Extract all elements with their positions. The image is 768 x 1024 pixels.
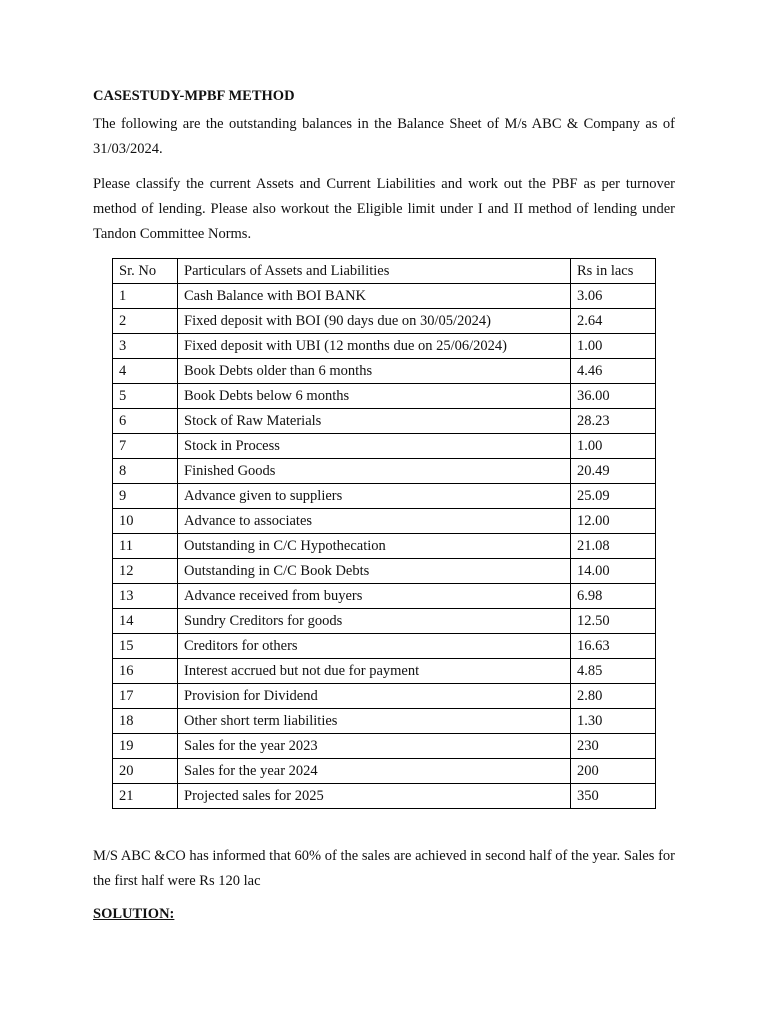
sr-no-cell: 20 <box>113 759 178 784</box>
column-header-particulars: Particulars of Assets and Liabilities <box>178 259 571 284</box>
sr-no-cell: 21 <box>113 784 178 809</box>
sr-no-cell: 4 <box>113 359 178 384</box>
amount-cell: 4.46 <box>571 359 656 384</box>
sr-no-cell: 14 <box>113 609 178 634</box>
sr-no-cell: 9 <box>113 484 178 509</box>
particulars-cell: Finished Goods <box>178 459 571 484</box>
table-row <box>113 684 656 709</box>
amount-cell: 1.30 <box>571 709 656 734</box>
sr-no-cell: 7 <box>113 434 178 459</box>
table-row <box>113 359 656 384</box>
amount-cell: 25.09 <box>571 484 656 509</box>
particulars-cell: Fixed deposit with UBI (12 months due on 25/06/2024) <box>178 334 571 359</box>
sr-no-cell: 17 <box>113 684 178 709</box>
table-row <box>113 534 656 559</box>
table-row <box>113 284 656 309</box>
table-row <box>113 734 656 759</box>
particulars-cell: Sales for the year 2024 <box>178 759 571 784</box>
instructions-paragraph: Please classify the current Assets and Current Liabilities and work out the PBF as per turnover method of lending. Please also workout the Eligible limit under I and II method of lending under Tandon Committee Norms. <box>93 176 675 242</box>
table-row <box>113 459 656 484</box>
amount-cell: 28.23 <box>571 409 656 434</box>
amount-cell: 14.00 <box>571 559 656 584</box>
sr-no-cell: 1 <box>113 284 178 309</box>
table-row <box>113 759 656 784</box>
sr-no-cell: 16 <box>113 659 178 684</box>
table-row <box>113 609 656 634</box>
balance-sheet-table <box>112 258 656 809</box>
particulars-cell: Sales for the year 2023 <box>178 734 571 759</box>
column-header-amount: Rs in lacs <box>571 259 656 284</box>
sr-no-cell: 8 <box>113 459 178 484</box>
amount-cell: 2.80 <box>571 684 656 709</box>
table-row <box>113 659 656 684</box>
table-row <box>113 584 656 609</box>
particulars-cell: Stock in Process <box>178 434 571 459</box>
sr-no-cell: 15 <box>113 634 178 659</box>
table-row <box>113 384 656 409</box>
amount-cell: 36.00 <box>571 384 656 409</box>
amount-cell: 6.98 <box>571 584 656 609</box>
sr-no-cell: 6 <box>113 409 178 434</box>
amount-cell: 350 <box>571 784 656 809</box>
table-header-row <box>113 259 656 284</box>
sr-no-cell: 3 <box>113 334 178 359</box>
particulars-cell: Outstanding in C/C Hypothecation <box>178 534 571 559</box>
amount-cell: 3.06 <box>571 284 656 309</box>
sr-no-cell: 10 <box>113 509 178 534</box>
table-row <box>113 434 656 459</box>
column-header-sr-no: Sr. No <box>113 259 178 284</box>
particulars-cell: Book Debts older than 6 months <box>178 359 571 384</box>
amount-cell: 12.50 <box>571 609 656 634</box>
amount-cell: 20.49 <box>571 459 656 484</box>
particulars-cell: Outstanding in C/C Book Debts <box>178 559 571 584</box>
table-row <box>113 509 656 534</box>
intro-paragraph: The following are the outstanding balances in the Balance Sheet of M/s ABC & Company as of 31/03/2024. <box>93 116 675 157</box>
sr-no-cell: 12 <box>113 559 178 584</box>
amount-cell: 21.08 <box>571 534 656 559</box>
amount-cell: 230 <box>571 734 656 759</box>
amount-cell: 16.63 <box>571 634 656 659</box>
particulars-cell: Cash Balance with BOI BANK <box>178 284 571 309</box>
sr-no-cell: 5 <box>113 384 178 409</box>
table-row <box>113 409 656 434</box>
table-row <box>113 784 656 809</box>
table-row <box>113 709 656 734</box>
table-row <box>113 309 656 334</box>
particulars-cell: Advance given to suppliers <box>178 484 571 509</box>
particulars-cell: Other short term liabilities <box>178 709 571 734</box>
particulars-cell: Advance to associates <box>178 509 571 534</box>
table-row <box>113 484 656 509</box>
particulars-cell: Provision for Dividend <box>178 684 571 709</box>
amount-cell: 1.00 <box>571 334 656 359</box>
sr-no-cell: 13 <box>113 584 178 609</box>
particulars-cell: Stock of Raw Materials <box>178 409 571 434</box>
amount-cell: 2.64 <box>571 309 656 334</box>
particulars-cell: Fixed deposit with BOI (90 days due on 30/05/2024) <box>178 309 571 334</box>
amount-cell: 1.00 <box>571 434 656 459</box>
amount-cell: 4.85 <box>571 659 656 684</box>
sr-no-cell: 11 <box>113 534 178 559</box>
solution-heading: SOLUTION: <box>93 906 175 922</box>
table-row <box>113 334 656 359</box>
sr-no-cell: 2 <box>113 309 178 334</box>
table-row <box>113 634 656 659</box>
sr-no-cell: 18 <box>113 709 178 734</box>
note-paragraph: M/S ABC &CO has informed that 60% of the sales are achieved in second half of the year. Sales for the first half were Rs 120 lac <box>93 848 675 889</box>
particulars-cell: Sundry Creditors for goods <box>178 609 571 634</box>
particulars-cell: Creditors for others <box>178 634 571 659</box>
table-row <box>113 559 656 584</box>
particulars-cell: Interest accrued but not due for payment <box>178 659 571 684</box>
particulars-cell: Advance received from buyers <box>178 584 571 609</box>
table-body <box>113 284 656 809</box>
sr-no-cell: 19 <box>113 734 178 759</box>
particulars-cell: Book Debts below 6 months <box>178 384 571 409</box>
particulars-cell: Projected sales for 2025 <box>178 784 571 809</box>
amount-cell: 12.00 <box>571 509 656 534</box>
document-title: CASESTUDY-MPBF METHOD <box>93 88 295 104</box>
amount-cell: 200 <box>571 759 656 784</box>
